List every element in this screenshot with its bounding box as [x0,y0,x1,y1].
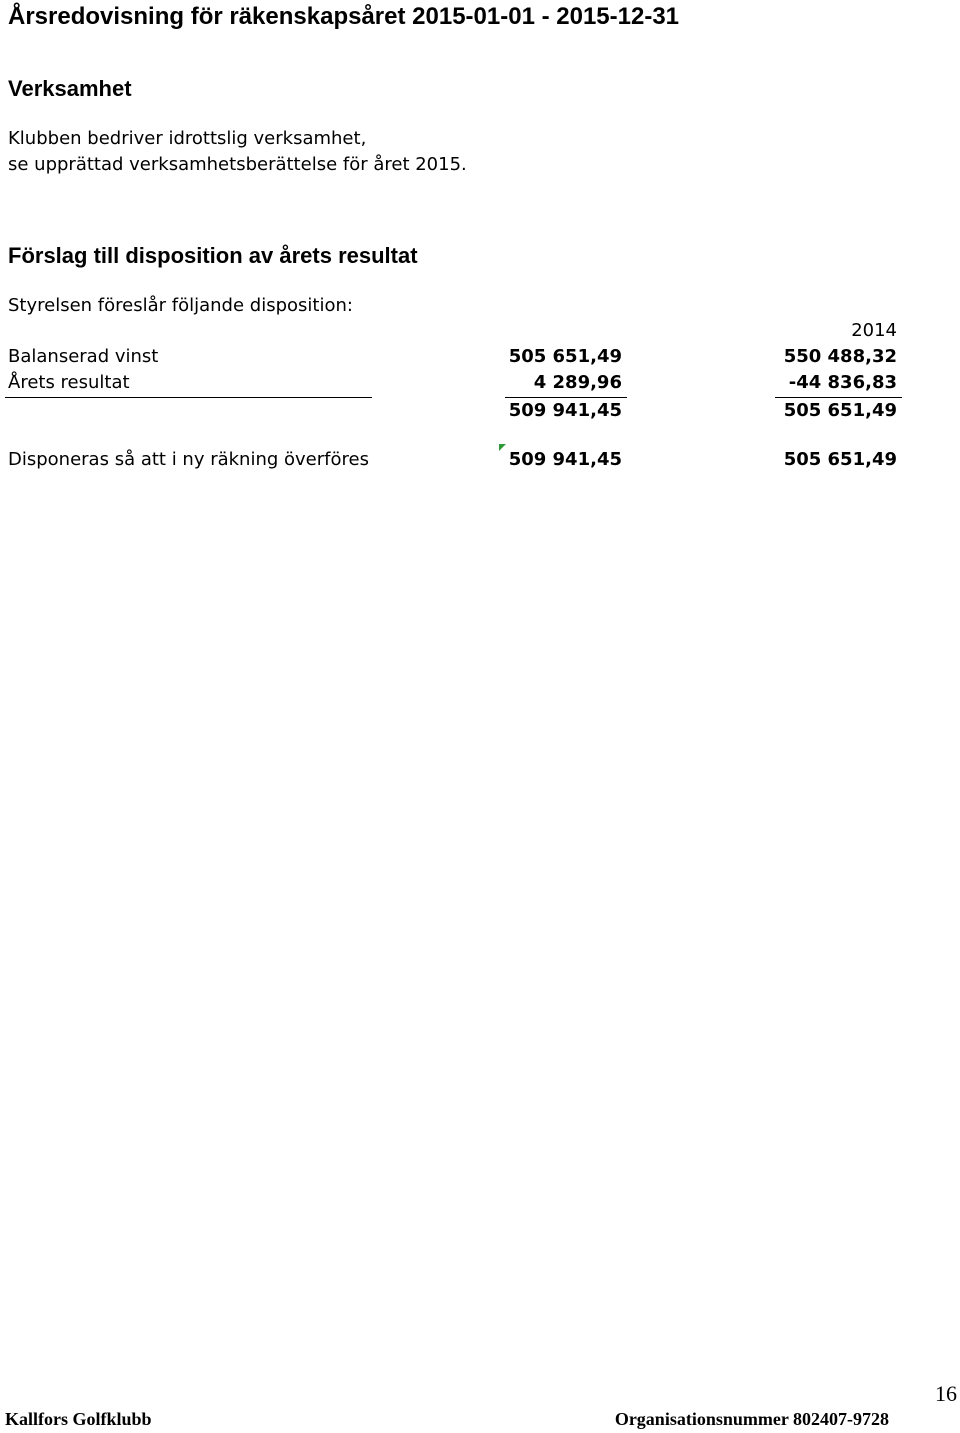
transfer-prior: 505 651,49 [783,449,897,470]
disposition-intro: Styrelsen föreslår följande disposition: [8,295,353,316]
disposition-heading: Förslag till disposition av årets resultat [8,243,418,268]
row-label-balanserad-vinst: Balanserad vinst [8,346,159,367]
verksamhet-line-1: Klubben bedriver idrottslig verksamhet, [8,128,367,149]
column-header-2014: 2014 [851,320,897,341]
label-underline [5,397,372,398]
prior-underline [775,397,902,398]
footer-org-number: Organisationsnummer 802407-9728 [614,1409,889,1429]
verksamhet-line-2: se upprättad verksamhetsberättelse för året 2015. [8,154,467,175]
transfer-label: Disponeras så att i ny räkning överföres [8,449,369,470]
verksamhet-heading: Verksamhet [8,76,132,101]
footer-organization: Kallfors Golfklubb [5,1409,152,1429]
transfer-current: 509 941,45 [508,449,622,470]
current-underline [505,397,627,398]
row-value-prior-balanserad-vinst: 550 488,32 [783,346,897,367]
page-number: 16 [935,1381,957,1406]
row-value-current-arets-resultat: 4 289,96 [533,372,622,393]
row-value-prior-arets-resultat: -44 836,83 [788,372,897,393]
sum-current: 509 941,45 [508,400,622,421]
row-label-arets-resultat: Årets resultat [8,372,130,393]
report-title: Årsredovisning för räkenskapsåret 2015-01-01 - 2015-12-31 [8,3,680,30]
comment-marker-icon [499,444,506,451]
row-value-current-balanserad-vinst: 505 651,49 [508,346,622,367]
sum-prior: 505 651,49 [783,400,897,421]
